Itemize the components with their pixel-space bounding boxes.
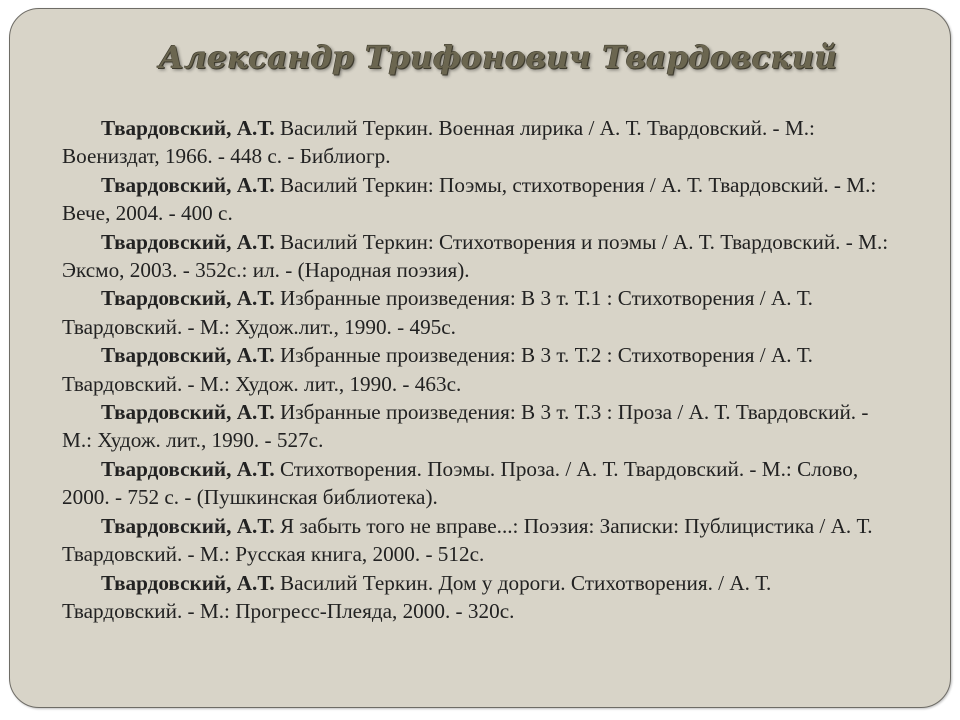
entry-text: Избранные произведения: В 3 т. Т.2 : Стихотворения / А. Т. Твардовский. - М.: Худож. лит., 1990. - 463с. [62,343,813,396]
bibliography-entry [62,398,892,455]
bibliography-entry [62,455,892,512]
entry-author: Твардовский, А.Т. [101,343,275,368]
entry-text: Избранные произведения: В 3 т. Т.3 : Проза / А. Т. Твардовский. - М.: Худож. лит., 1990. - 527с. [62,400,869,453]
slide-title: Александр Трифонович Твардовский [158,40,838,76]
entry-author: Твардовский, А.Т. [101,172,275,197]
bibliography-entry [62,512,892,569]
entry-author: Твардовский, А.Т. [101,116,275,140]
entry-text: Избранные произведения: В 3 т. Т.1 : Стихотворения / А. Т. Твардовский. - М.: Худож.лит., 1990. - 495с. [62,286,813,339]
bibliography-entry [62,228,892,285]
bibliography-entry [62,171,892,228]
bibliography-entry [62,284,892,341]
entry-author: Твардовский, А.Т. [101,286,275,311]
entry-author: Твардовский, А.Т. [101,513,275,538]
bibliography-entry [62,114,892,171]
bibliography-list [62,114,892,625]
bibliography-entry [62,569,892,626]
entry-text: Стихотворения. Поэмы. Проза. / А. Т. Твардовский. - М.: Слово, 2000. - 752 с. - (Пушкинская библиотека). [62,456,859,510]
entry-author: Твардовский, А.Т. [101,456,275,481]
entry-text: Василий Теркин: Поэмы, стихотворения / А. Т. Твардовский. - М.: Вече, 2004. - 400 с. [62,172,877,226]
entry-author: Твардовский, А.Т. [101,570,275,595]
entry-text: Я забыть того не вправе...: Поэзия: Записки: Публицистика / А. Т. Твардовский. - М.: Русская книга, 2000. - 512с. [62,513,873,567]
entry-text: Василий Теркин: Стихотворения и поэмы / А. Т. Твардовский. - М.: Эксмо, 2003. - 352с.: ил. - (Народная поэзия). [62,229,889,283]
entry-text: Василий Теркин. Военная лирика / А. Т. Твардовский. - М.: Воениздат, 1966. - 448 с. - Библиогр. [62,116,815,169]
entry-author: Твардовский, А.Т. [101,229,275,254]
bibliography-entry [62,341,892,398]
entry-author: Твардовский, А.Т. [101,400,275,425]
entry-text: Василий Теркин. Дом у дороги. Стихотворения. / А. Т. Твардовский. - М.: Прогресс-Плеяда, 2000. - 320с. [62,570,772,623]
